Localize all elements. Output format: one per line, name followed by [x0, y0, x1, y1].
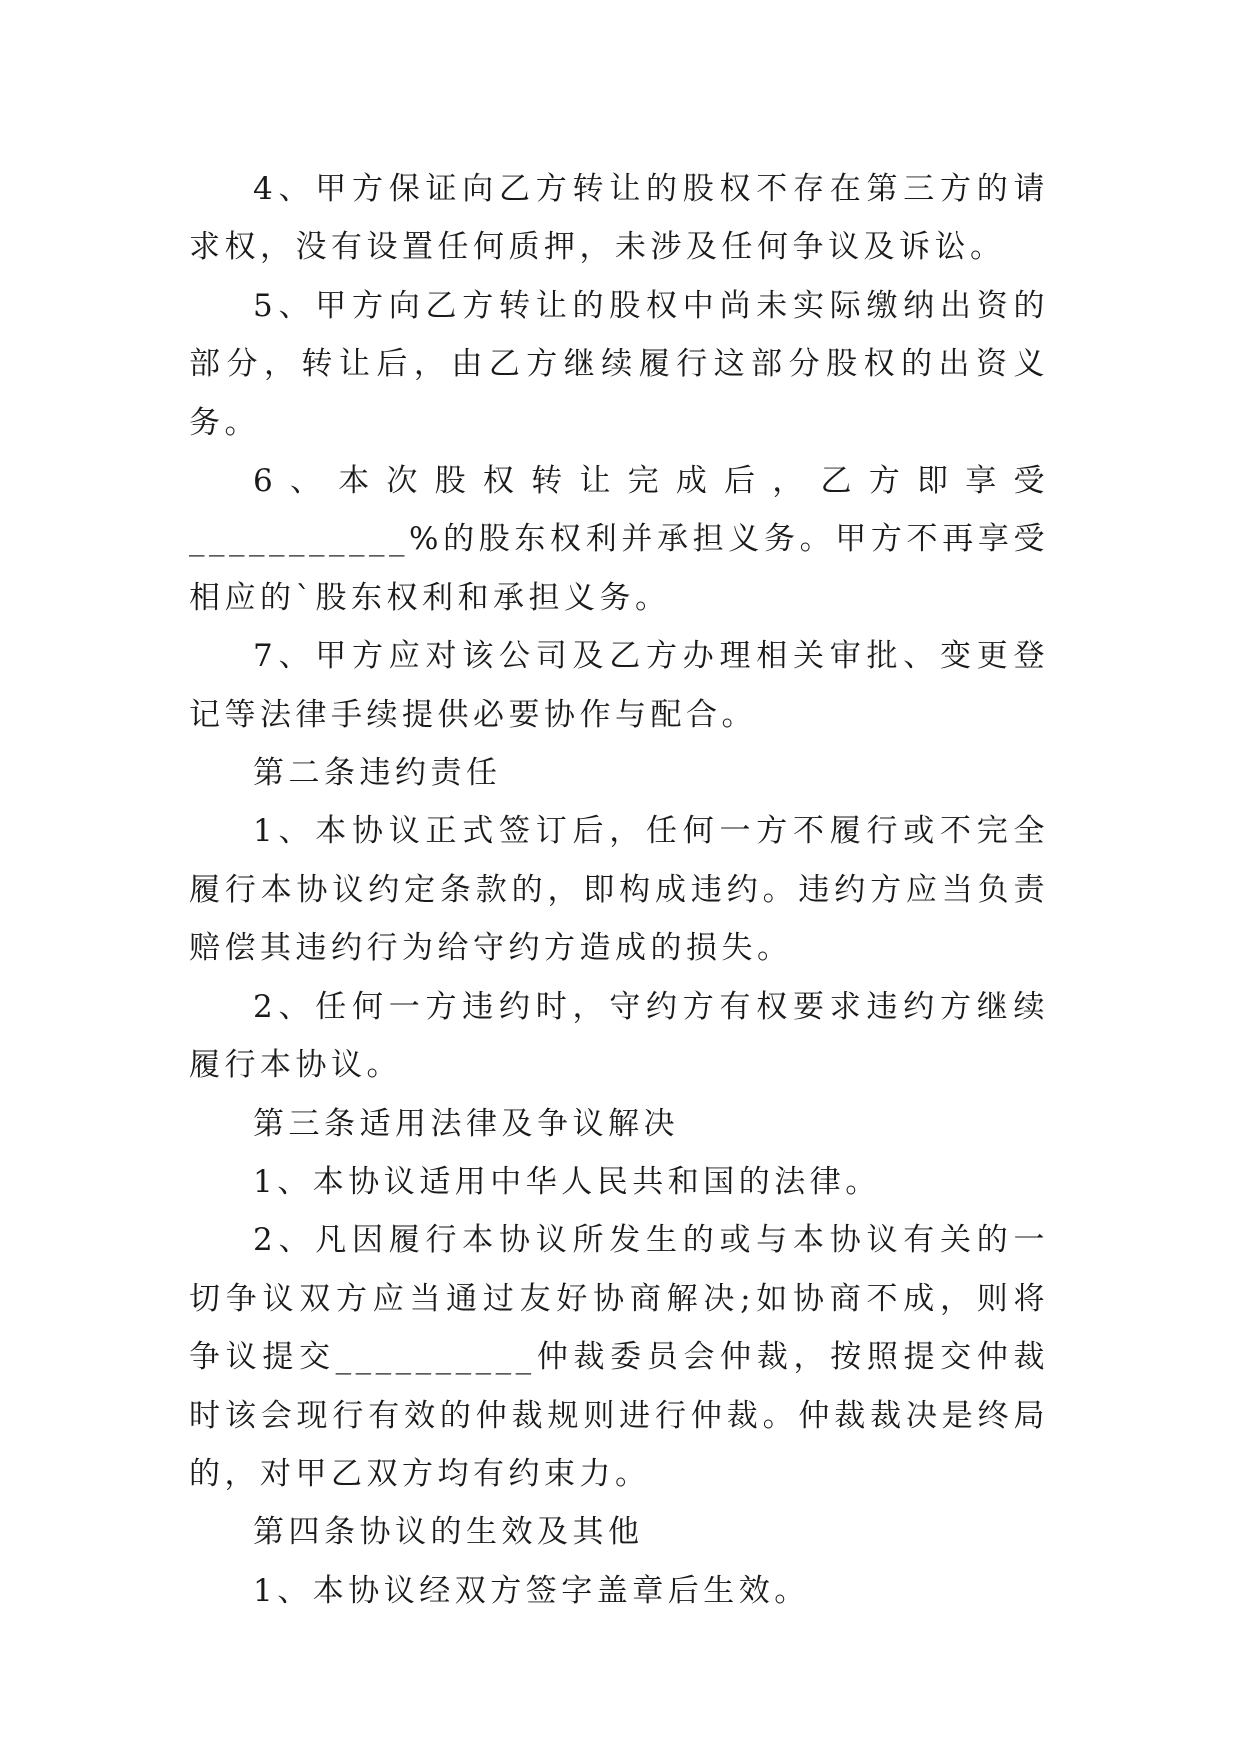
section-heading: 第四条协议的生效及其他: [253, 1514, 644, 1551]
clause-paragraph: 1、本协议正式签订后，任何一方不履行或不完全履行本协议约定条款的，即构成违约。违约方应当负责赔偿其违约行为给守约方造成的损失。: [189, 813, 1049, 967]
clause-paragraph: 6、本次股权转让完成后，乙方即享受___________%的股东权利并承担义务。甲方不再享受相应的`股东权利和承担义务。: [189, 463, 1049, 616]
clause-paragraph: 4、甲方保证向乙方转让的股权不存在第三方的请求权，没有设置任何质押，未涉及任何争议及诉讼。: [189, 171, 1049, 266]
section-heading: 第三条适用法律及争议解决: [253, 1105, 679, 1142]
section-heading: 第二条违约责任: [253, 755, 502, 792]
document-body: [189, 160, 1049, 1620]
clause-paragraph: 2、凡因履行本协议所发生的或与本协议有关的一切争议双方应当通过友好协商解决;如协商不成，则将争议提交__________仲裁委员会仲裁，按照提交仲裁时该会现行有效的仲裁规则进行仲裁。仲裁裁决是终局的，对甲乙双方均有约束力。: [189, 1222, 1049, 1492]
clause-paragraph: 2、任何一方违约时，守约方有权要求违约方继续履行本协议。: [189, 988, 1049, 1084]
clause-paragraph: 7、甲方应对该公司及乙方办理相关审批、变更登记等法律手续提供必要协作与配合。: [189, 638, 1049, 733]
clause-paragraph: 1、本协议经双方签字盖章后生效。: [253, 1572, 810, 1609]
clause-paragraph: 1、本协议适用中华人民共和国的法律。: [253, 1163, 881, 1200]
clause-paragraph: 5、甲方向乙方转让的股权中尚未实际缴纳出资的部分，转让后，由乙方继续履行这部分股权的出资义务。: [189, 287, 1049, 441]
